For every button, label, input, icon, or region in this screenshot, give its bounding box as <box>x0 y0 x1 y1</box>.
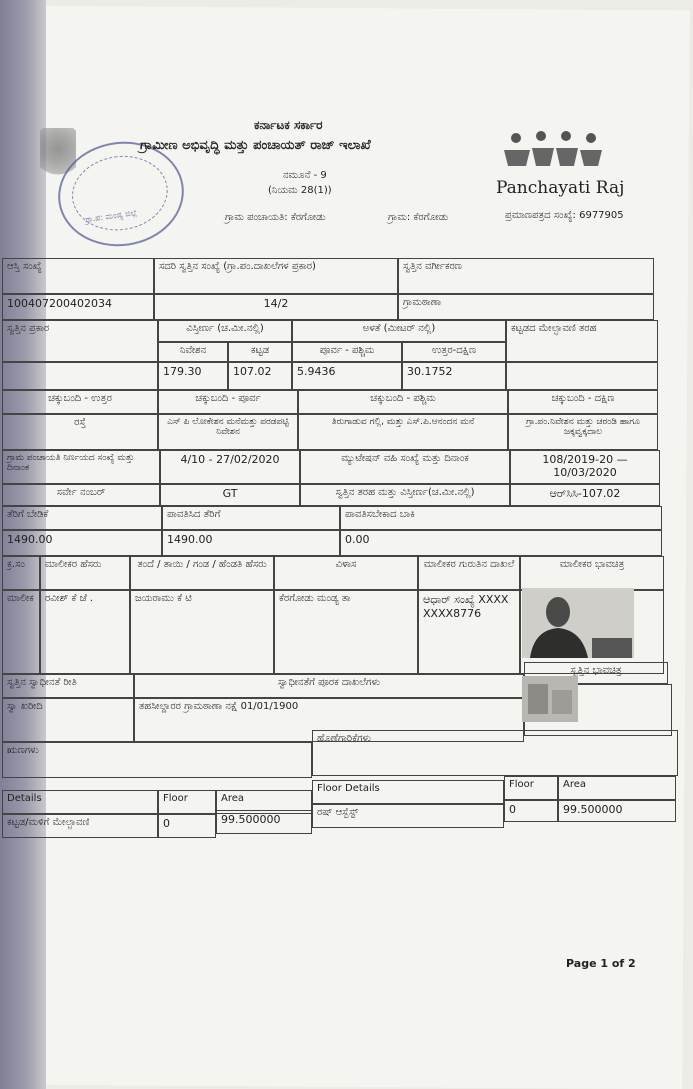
property-photo <box>522 676 578 722</box>
owner-serial-header: ಕ್ರ.ಸಂ <box>2 556 40 590</box>
boundary-west-value: ತಿರುಗಾಡುವ ಗಲ್ಲಿ, ಮತ್ತು ಎಸ್.ಪಿ.ಆನಂದನ ಮನೆ <box>298 414 508 450</box>
dept-title: ಗ್ರಾಮೀಣ ಅಭಿವೃದ್ಧಿ ಮತ್ತು ಪಂಚಾಯತ್ ರಾಜ್ ಇಲಾಖೆ <box>140 138 371 153</box>
liabilities-label: ಋಣಗಳು <box>2 742 312 778</box>
resolution-value: 4/10 - 27/02/2020 <box>160 450 300 484</box>
roof-type-label: ಕಟ್ಟಡದ ಮೇಲ್ಛಾವಣಿ ತರಹ <box>506 320 658 362</box>
area2-value: 99.500000 <box>558 800 676 822</box>
floor2-header: Floor <box>504 776 558 800</box>
mutation-value: 108/2019-20 — 10/03/2020 <box>510 450 660 484</box>
property-type-area-label: ಸ್ವತ್ತಿನ ತರಹ ಮತ್ತು ವಿಸ್ತೀರ್ಣ(ಚ.ಮೀ.ನಲ್ಲಿ) <box>300 484 510 506</box>
east-west-header: ಪೂರ್ವ - ಪಶ್ಚಿಮ <box>292 342 402 362</box>
property-number-value: 100407200402034 <box>2 294 154 320</box>
tax-due-label: ಪಾವತಿಸಬೇಕಾದ ಬಾಕಿ <box>340 506 662 530</box>
boundary-east-value: ಎಸ್ ಪಿ ಲೋಕೇಶನ ಮನೆಮತ್ತು ಪರಡಪಟ್ಟಿ ನಿವೇಶನ <box>158 414 298 450</box>
owner-id-header: ಮಾಲೀಕರ ಗುರುತಿನ ದಾಖಲೆ <box>418 556 520 590</box>
acquisition-docs-label: ಸ್ವಾಧೀನತೆಗೆ ಪೂರಕ ದಾಖಲೆಗಳು <box>134 674 524 698</box>
building-area-value: 107.02 <box>228 362 292 390</box>
floor2-value: 0 <box>504 800 558 822</box>
property-number-label: ಆಸ್ತಿ ಸಂಖ್ಯೆ <box>2 258 154 294</box>
site-area-value: 179.30 <box>158 362 228 390</box>
owner-parent-value: ಜಯರಾಮು ಕೆ ಟಿ <box>130 590 274 674</box>
certificate-number: ಪ್ರಮಾಣಪತ್ರದ ಸಂಖ್ಯೆ: 6977905 <box>505 210 624 221</box>
owner-id-value: ಆಧಾರ್ ಸಂಖ್ಯೆ XXXXXXXX8776 <box>418 590 520 674</box>
resolution-label: ಗ್ರಾಮ ಪಂಚಾಯತಿ ನಿರ್ಣಯದ ಸಂಖ್ಯೆ ಮತ್ತು ದಿನಾಂಕ <box>2 450 160 484</box>
dimensions-header: ಅಳತೆ (ಮೀಟರ್ ನಲ್ಲಿ) <box>292 320 506 342</box>
survey-number-label: ಸರ್ವೇ ನಂಬರ್ <box>2 484 160 506</box>
tax-demand-value: 1490.00 <box>2 530 162 556</box>
seal-text: ಗ್ರಾ.ಪ: ಮಂಡ್ಯ ಜಿಲ್ಲೆ <box>84 208 138 225</box>
tax-paid-value: 1490.00 <box>162 530 340 556</box>
gram-panchayat: ಗ್ರಾಮ ಪಂಚಾಯತಿ: ಕೆರಗೋಡು <box>225 212 326 223</box>
tax-demand-label: ತೆರಿಗೆ ಬೇಡಿಕೆ <box>2 506 162 530</box>
owner-serial-value: ಮಾಲೀಕ <box>2 590 40 674</box>
blank-type-cell <box>2 362 158 390</box>
roof-type-value <box>506 362 658 390</box>
boundary-west-label: ಚಕ್ಕುಬಂದಿ - ಪಶ್ಚಿಮ <box>298 390 508 414</box>
building-header: ಕಟ್ಟಡ <box>228 342 292 362</box>
survey-number-value: GT <box>160 484 300 506</box>
rule-number: (ನಿಯಮ 28(1)) <box>268 185 332 196</box>
floor-details-header: Floor Details <box>312 780 504 804</box>
page-number: Page 1 of 2 <box>566 957 636 970</box>
details-label: Details <box>2 790 158 814</box>
obligations-label: ಹೊಣೆಗಾರಿಕೆಗಳು <box>312 730 678 776</box>
owner-parent-header: ತಂದೆ / ತಾಯಿ / ಗಂಡ / ಹೆಂಡತಿ ಹೆಸರು <box>130 556 274 590</box>
owner-photo-header: ಮಾಲೀಕರ ಭಾವಚಿತ್ರ <box>520 556 664 590</box>
owner-name-header: ಮಾಲೀಕರ ಹೆಸರು <box>40 556 130 590</box>
classification-value: ಗ್ರಾಮಠಾಣಾ <box>398 294 654 320</box>
mutation-label: ಮ್ಯುಟೇಷನ್ ವಹಿ ಸಂಖ್ಯೆ ಮತ್ತು ದಿನಾಂಕ <box>300 450 510 484</box>
boundary-north-value: ರಸ್ತೆ <box>2 414 158 450</box>
govt-title: ಕರ್ನಾಟಕ ಸರ್ಕಾರ <box>254 118 323 132</box>
acquisition-method-value: ಸ್ವಾ ಖರೀದಿ <box>2 698 134 742</box>
panchayati-raj-logo-icon <box>496 128 606 178</box>
area2-header: Area <box>558 776 676 800</box>
east-west-value: 5.9436 <box>292 362 402 390</box>
owner-address-value: ಕೆರಗೋಡು ಮಂಡ್ಯ ತಾ <box>274 590 418 674</box>
property-id-value: 14/2 <box>154 294 398 320</box>
floor-value: 0 <box>158 814 216 838</box>
north-south-header: ಉತ್ತರ-ದಕ್ಷಿಣ <box>402 342 506 362</box>
boundary-south-value: ಗ್ರಾ.ಪಂ.ನಿವೇಶನ ಮತ್ತು ಚರಂಡಿ ಹಾಗೂ ಜಕ್ಕವ್ವಕ್ಕದಾಲ <box>508 414 658 450</box>
property-type-label: ಸ್ವತ್ತಿನ ಪ್ರಕಾರ <box>2 320 158 362</box>
owner-address-header: ವಿಳಾಸ <box>274 556 418 590</box>
acquisition-label: ಸ್ವತ್ತಿನ ಸ್ವಾಧೀನತೆ ರೀತಿ <box>2 674 134 698</box>
site-header: ನಿವೇಶನ <box>158 342 228 362</box>
floor-details-value: ರಷ್ ಆಸ್ಬೆಸ್ಟ್ <box>312 804 504 828</box>
boundary-south-label: ಚಕ್ಕುಬಂದಿ - ದಕ್ಷಿಣ <box>508 390 658 414</box>
property-type-area-value: ಆರ್‌ಸಿಸಿ-107.02 <box>510 484 660 506</box>
detail-row-label: ಕಟ್ಟಡ/ಮಳಿಗೆ ಮೇಲ್ಛಾವಣಿ <box>2 814 158 838</box>
brand-text: Panchayati Raj <box>496 178 625 198</box>
north-south-value: 30.1752 <box>402 362 506 390</box>
tax-due-value: 0.00 <box>340 530 662 556</box>
boundary-east-label: ಚಕ್ಕುಬಂದಿ - ಪೂರ್ವ <box>158 390 298 414</box>
acquisition-docs-value: ತಹಸೀಲ್ದಾರರ ಗ್ರಾಮಠಾಣಾ ನಕ್ಷೆ 01/01/1900 <box>134 698 524 742</box>
area-header: ವಿಸ್ತೀರ್ಣ (ಚ.ಮೀ.ನಲ್ಲಿ) <box>158 320 292 342</box>
property-photo-label: ಸ್ವತ್ತಿನ ಭಾವಚಿತ್ರ <box>524 662 668 684</box>
boundary-north-label: ಚಕ್ಕುಬಂದಿ - ಉತ್ತರ <box>2 390 158 414</box>
tax-paid-label: ಪಾವತಿಸಿದ ತೆರಿಗೆ <box>162 506 340 530</box>
area-col-header: Area <box>216 790 312 814</box>
owner-photo <box>522 588 634 658</box>
area-value: 99.500000 <box>216 810 312 834</box>
village: ಗ್ರಾಮ: ಕೆರಗೋಡು <box>388 212 449 223</box>
classification-label: ಸ್ವತ್ತಿನ ವರ್ಗೀಕರಣ <box>398 258 654 294</box>
floor-header: Floor <box>158 790 216 814</box>
form-number: ನಮೂನೆ - 9 <box>283 170 327 181</box>
property-id-label: ಸದರಿ ಸ್ವತ್ತಿನ ಸಂಖ್ಯೆ (ಗ್ರಾ.ಪಂ.ದಾಖಲೆಗಳ ಪ್ರಕಾರ) <box>154 258 398 294</box>
owner-name-value: ರವೀಶ್ ಕೆ ಜೆ . <box>40 590 130 674</box>
